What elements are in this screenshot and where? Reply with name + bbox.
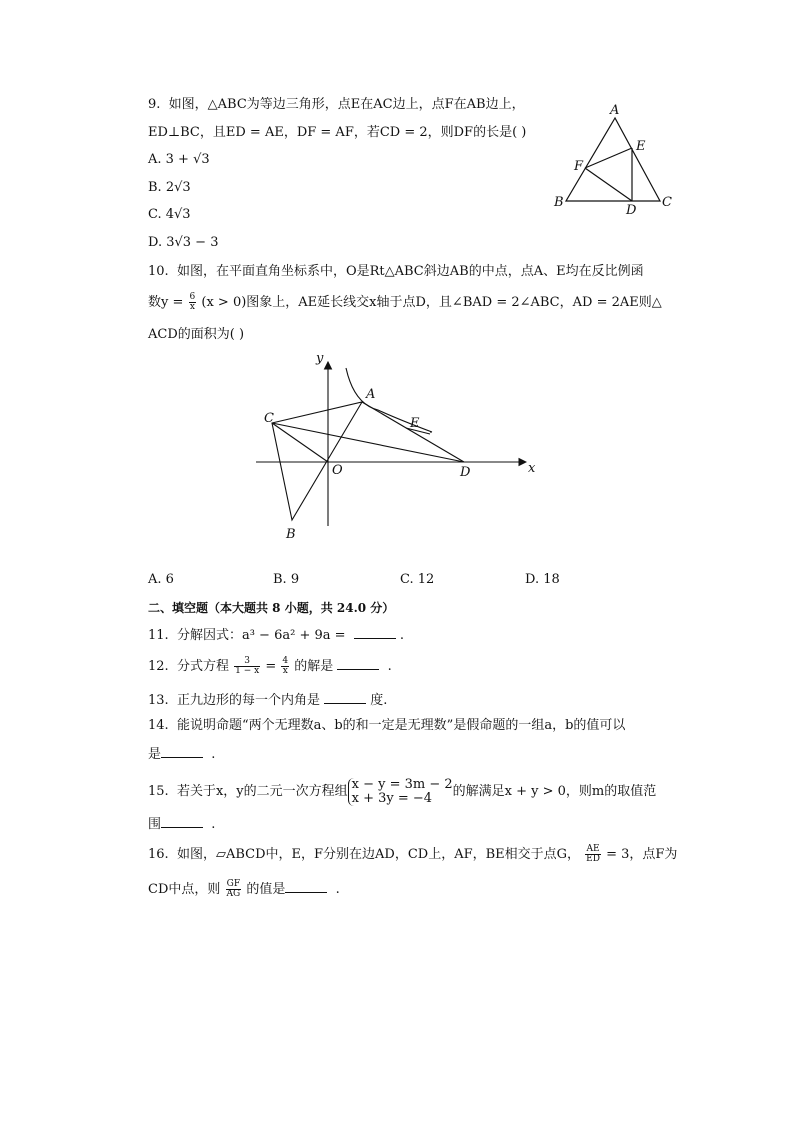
q9-text-line2: ED⊥BC，且ED = AE，DF = AF，若CD = 2，则DF的长是( )	[148, 125, 527, 140]
q9-option-d: D. 3√3 − 3	[148, 235, 219, 250]
q15-end: .	[211, 817, 216, 832]
q9-line1	[148, 96, 525, 114]
q13-blank[interactable]	[324, 691, 366, 704]
q10-fraction	[189, 293, 197, 312]
q16-end: .	[335, 882, 340, 897]
q10-frac-num: 6	[189, 292, 196, 302]
q10-line1	[148, 263, 644, 281]
q16-text-line2-post: 的值是	[246, 882, 286, 897]
q10-option-b: B. 9	[273, 572, 300, 587]
q10-line2	[148, 293, 662, 312]
section2-title: 二、填空题（本大题共 8 小题，共 24.0 分）	[148, 601, 395, 615]
q10-text-line3: ACD的面积为( )	[148, 327, 245, 342]
q9-label-b: B	[554, 195, 564, 210]
q13-text-pre: 正九边形的每一个内角是	[176, 693, 320, 708]
q15-line1	[148, 776, 656, 808]
q13-number: 13.	[148, 693, 169, 708]
q9-option-a: A. 3 + √3	[148, 152, 210, 167]
q12-end: .	[387, 659, 392, 674]
q11	[148, 626, 404, 645]
q9-label-c: C	[662, 195, 672, 210]
q10-label-y: y	[316, 351, 324, 366]
q10-option-d: D. 18	[525, 572, 560, 587]
q10-label-x: x	[528, 461, 536, 476]
q16-f1-den: ED	[586, 854, 600, 864]
q11-end: .	[399, 628, 405, 643]
q14-text-line1: 能说明命题“两个无理数a、b的和一定是无理数”是假命题的一组a，b的值可以	[176, 718, 626, 733]
q15-number: 15.	[148, 784, 169, 799]
q9-option-b: B. 2√3	[148, 180, 191, 195]
q16-f2-den: AG	[226, 889, 241, 899]
q10-label-a: A	[366, 387, 376, 402]
q16-text-line1-post: = 3，点F为	[606, 847, 678, 862]
q16-f2-num: GF	[226, 879, 241, 889]
q11-number: 11.	[148, 628, 169, 643]
q13-text-post: 度.	[370, 693, 388, 708]
q10-label-b: B	[286, 527, 296, 542]
q10-frac-den: x	[189, 302, 195, 312]
q9-text-line1: 如图，△ABC为等边三角形，点E在AC边上，点F在AB边上，	[168, 97, 525, 112]
q16-fraction-2	[226, 880, 242, 899]
q12-text-pre: 分式方程	[176, 659, 229, 674]
q15-text-pre: 若关于x，y的二元一次方程组	[176, 784, 348, 799]
q10-number: 10.	[148, 264, 169, 279]
q10-option-a: A. 6	[148, 572, 174, 587]
q12-f1-den: 1 − x	[235, 666, 260, 676]
q14-line1	[148, 717, 625, 735]
q12-f2-den: x	[282, 666, 288, 676]
q9-label-f: F	[574, 159, 584, 174]
q10-option-c: C. 12	[400, 572, 435, 587]
q16-fraction-1	[585, 845, 601, 864]
q15-text-line2: 围	[148, 817, 162, 832]
q15-eq2: x + 3y = −4	[351, 790, 433, 806]
q11-blank[interactable]	[354, 626, 396, 639]
q10-label-d: D	[460, 465, 471, 480]
q9-triangle-figure	[548, 100, 678, 220]
q14-blank[interactable]	[161, 745, 203, 758]
q12-f1-num: 3	[234, 657, 260, 667]
q11-text: 分解因式：a³ − 6a² + 9a =	[176, 628, 346, 643]
q14-end: .	[211, 747, 216, 762]
q10-text-line1: 如图，在平面直角坐标系中，O是Rt△ABC斜边AB的中点，点A、E均在反比例函	[176, 264, 644, 279]
q12-f2-num: 4	[282, 656, 289, 666]
q12-text-post: 的解是	[294, 659, 334, 674]
q14-number: 14.	[148, 718, 169, 733]
q12-eq: =	[265, 659, 277, 674]
q14-text-line2: 是	[148, 747, 162, 762]
q16-blank[interactable]	[285, 880, 327, 893]
q15-eq1: x − y = 3m − 2	[351, 776, 453, 792]
q10-label-e: E	[410, 416, 420, 431]
q10-text-line2-post: (x > 0)图象上，AE延长线交x轴于点D，且∠BAD = 2∠ABC，AD = 2AE则△	[201, 295, 662, 310]
q15-equation-system	[348, 778, 453, 806]
q10-label-o: O	[332, 463, 343, 478]
q10-coordinate-figure	[250, 348, 550, 548]
q10-text-line2-pre: 数y =	[148, 295, 184, 310]
q12	[148, 657, 392, 676]
q9-label-a: A	[610, 103, 620, 118]
q16-number: 16.	[148, 847, 169, 862]
q13	[148, 691, 387, 710]
q9-option-c: C. 4√3	[148, 207, 191, 222]
q15-line2	[148, 815, 215, 834]
q10-label-c: C	[264, 411, 274, 426]
q14-line2	[148, 745, 215, 764]
q16-text-line2-pre: CD中点，则	[148, 882, 221, 897]
q16-text-line1-pre: 如图，▱ABCD中，E，F分别在边AD，CD上，AF，BE相交于点G，	[176, 847, 581, 862]
q9-number: 9.	[148, 97, 161, 112]
q15-text-post: 的解满足x + y > 0，则m的取值范	[452, 784, 657, 799]
q12-number: 12.	[148, 659, 169, 674]
q16-line1	[148, 845, 677, 864]
q16-f1-num: AE	[586, 844, 600, 854]
q9-label-e: E	[636, 139, 646, 154]
q12-blank[interactable]	[337, 657, 379, 670]
q12-fraction-1	[234, 657, 260, 676]
q15-blank[interactable]	[161, 815, 203, 828]
q12-fraction-2	[281, 657, 289, 676]
q16-line2	[148, 880, 340, 899]
q9-label-d: D	[626, 203, 637, 218]
